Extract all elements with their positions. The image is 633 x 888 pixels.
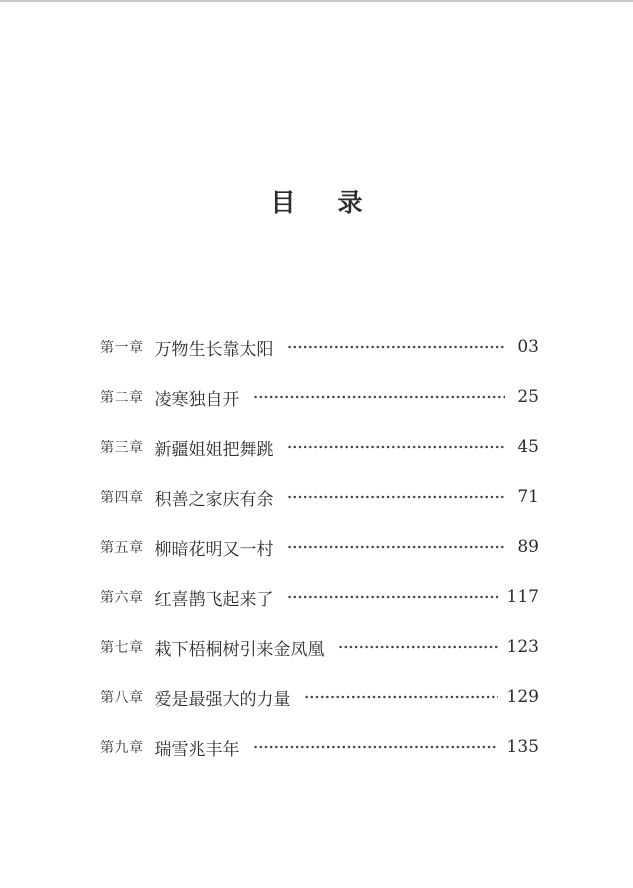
page-number: 123 (506, 637, 539, 657)
chapter-label: 第一章 (100, 340, 144, 356)
toc-entry (100, 472, 539, 522)
chapter-label: 第二章 (100, 390, 144, 406)
toc-entry (100, 622, 539, 672)
chapter-label: 第七章 (100, 640, 144, 656)
toc-entry (100, 672, 539, 722)
chapter-title: 万物生长靠太阳 (154, 339, 274, 360)
toc-entry (100, 522, 539, 572)
chapter-title: 红喜鹊飞起来了 (154, 589, 274, 610)
chapter-title: 柳暗花明又一村 (154, 539, 274, 560)
dot-leader (287, 440, 506, 454)
toc-entry (100, 722, 539, 772)
dot-leader (287, 490, 506, 504)
dot-leader (287, 590, 498, 604)
chapter-title: 凌寒独自开 (154, 389, 240, 410)
page-number: 45 (517, 437, 539, 457)
page-number: 03 (517, 337, 539, 357)
chapter-title: 新疆姐姐把舞跳 (154, 439, 274, 460)
chapter-title: 爱是最强大的力量 (154, 689, 291, 710)
page-title (0, 183, 633, 219)
chapter-title: 积善之家庆有余 (154, 489, 274, 510)
toc-entry (100, 372, 539, 422)
dot-leader (253, 390, 506, 404)
dot-leader (287, 540, 506, 554)
page-number: 117 (506, 587, 539, 607)
chapter-label: 第四章 (100, 490, 144, 506)
toc-entry (100, 322, 539, 372)
page-number: 135 (506, 737, 539, 757)
dot-leader (287, 340, 506, 354)
page-number: 129 (506, 687, 539, 707)
chapter-label: 第五章 (100, 540, 144, 556)
toc-entry (100, 422, 539, 472)
chapter-title: 瑞雪兆丰年 (154, 739, 240, 760)
dot-leader (338, 640, 498, 654)
page-number: 25 (517, 387, 539, 407)
dot-leader (253, 740, 498, 754)
chapter-title: 栽下梧桐树引来金凤凰 (154, 639, 325, 660)
dot-leader (304, 690, 498, 704)
toc-list (100, 322, 539, 772)
chapter-label: 第六章 (100, 590, 144, 606)
chapter-label: 第九章 (100, 740, 144, 756)
page-number: 89 (517, 537, 539, 557)
page-title-char: 目 (270, 188, 296, 217)
chapter-label: 第八章 (100, 690, 144, 706)
chapter-label: 第三章 (100, 440, 144, 456)
page-number: 71 (517, 487, 539, 507)
page-title-char: 录 (337, 188, 363, 217)
toc-entry (100, 572, 539, 622)
